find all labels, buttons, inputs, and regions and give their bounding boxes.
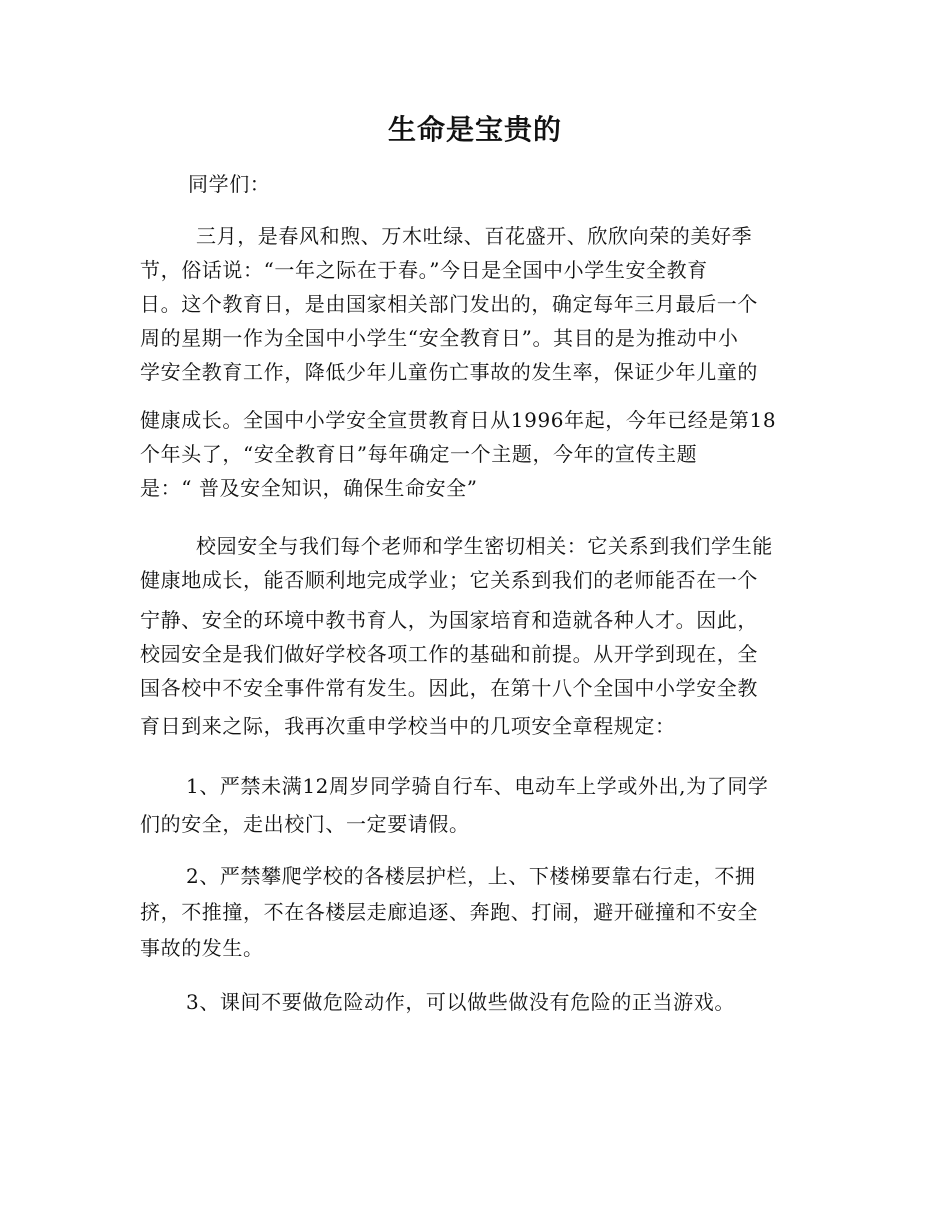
paragraph2-line: 校园安全是我们做好学校各项工作的基础和前提。从开学到现在，全 (140, 642, 758, 666)
paragraph1-line: 是：“ 普及安全知识，确保生命安全” (140, 476, 478, 500)
document-title: 生命是宝贵的 (387, 113, 562, 146)
paragraph1-line: 三月，是春风和煦、万木吐绿、百花盛开、欣欣向荣的美好季 (196, 224, 753, 248)
paragraph1-line: 个年头了，“安全教育日”每年确定一个主题，今年的宣传主题 (140, 442, 698, 466)
rule2-line: 挤，不推撞，不在各楼层走廊追逐、奔跑、打闹，避开碰撞和不安全 (140, 900, 758, 924)
paragraph1-line: 健康成长。全国中小学安全宣贯教育日从1996年起，今年已经是第18 (140, 408, 777, 432)
paragraph1-line: 日。这个教育日，是由国家相关部门发出的，确定每年三月最后一个 (140, 292, 758, 316)
rule1-line: 们的安全，走出校门、一定要请假。 (140, 812, 470, 836)
paragraph1-line: 周的星期一作为全国中小学生“安全教育日”。其目的是为推动中小 (140, 326, 739, 350)
paragraph2-line: 国各校中不安全事件常有发生。因此，在第十八个全国中小学安全教 (140, 676, 758, 700)
paragraph2-line: 宁静、安全的环境中教书育人，为国家培育和造就各种人才。因此， (140, 608, 758, 632)
paragraph2-line: 校园安全与我们每个老师和学生密切相关：它关系到我们学生能 (196, 534, 773, 558)
rule2-line: 事故的发生。 (140, 936, 264, 960)
salutation: 同学们： (188, 172, 271, 196)
paragraph2-line: 育日到来之际，我再次重申学校当中的几项安全章程规定： (140, 714, 676, 738)
paragraph1-line: 节，俗话说：“一年之际在于春。”今日是全国中小学生安全教育 (140, 258, 708, 282)
rule2-line: 2、严禁攀爬学校的各楼层护栏，上、下楼梯要靠右行走，不拥 (186, 864, 756, 888)
paragraph2-line: 健康地成长，能否顺利地完成学业；它关系到我们的老师能否在一个 (140, 568, 758, 592)
rule3-line: 3、课间不要做危险动作，可以做些做没有危险的正当游戏。 (186, 990, 735, 1014)
paragraph1-line: 学安全教育工作，降低少年儿童伤亡事故的发生率，保证少年儿童的 (140, 360, 758, 384)
rule1-line: 1、严禁未满12周岁同学骑自行车、电动车上学或外出,为了同学 (186, 774, 769, 798)
